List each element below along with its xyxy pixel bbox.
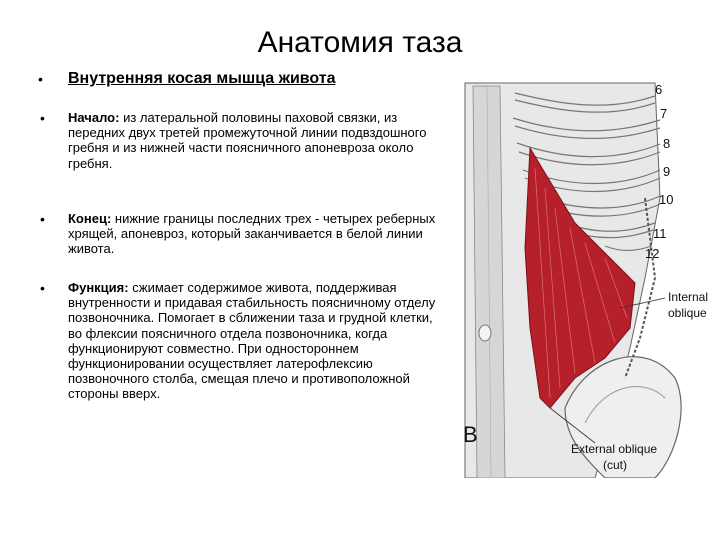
bullet-insertion [68,211,440,257]
rib-number-6: 6 [655,82,663,97]
rib-number-7: 7 [660,106,668,121]
bullet-function-text: сжимает содержимое живота, поддерживая внутренности и придавая стабильность поясничному отделу позвоночника. Помогает в сближении таза и грудной клетки, во флексии поясничного отдела позвоночника, когда функционируют совместно. При одностороннем функционировании осуществляет латерофлексию позвоночного столба, смещая плечо и противоположной стороны вверх. [68,280,436,402]
panel-letter: B [463,422,478,447]
rib-number-9: 9 [663,164,671,179]
anatomy-illustration [455,78,709,483]
bullet-origin-sep: : [115,110,120,125]
bullet-marker-function: • [40,280,45,296]
bullet-insertion-label: Конец [68,211,107,226]
bullet-origin-label: Начало [68,110,116,125]
bullet-marker-origin: • [40,110,45,126]
bullet-origin-text: из латеральной половины паховой связки, из передних двух третей промежуточной линии подвздошного гребня и из нижней части поясничного апоневроза около гребня. [68,110,427,171]
bullet-function-label: Функция [68,280,125,295]
bullet-function-sep: : [124,280,129,295]
rib-number-11: 11 [653,226,667,241]
rib-number-10: 10 [659,192,674,207]
rib-number-8: 8 [663,136,671,151]
label-internal-oblique-line1: Internal [668,290,709,304]
slide-title: Анатомия таза [257,26,463,59]
section-heading: Внутренняя косая мышца живота [68,70,336,87]
bullet-marker-insertion: • [40,211,45,227]
label-external-oblique-line2: (cut) [603,458,627,472]
bullet-function [68,280,440,402]
label-external-oblique-line1: External oblique [571,442,658,456]
bullet-marker-heading: • [38,71,43,87]
rib-number-12: 12 [645,246,660,261]
bullet-insertion-sep: : [106,211,112,226]
bullet-insertion-text: нижние границы последних трех - четырех реберных хрящей, апоневроз, который заканчивается в белой линии живота. [68,211,436,257]
label-internal-oblique-line2: oblique [668,306,707,320]
bullet-origin [68,110,440,171]
